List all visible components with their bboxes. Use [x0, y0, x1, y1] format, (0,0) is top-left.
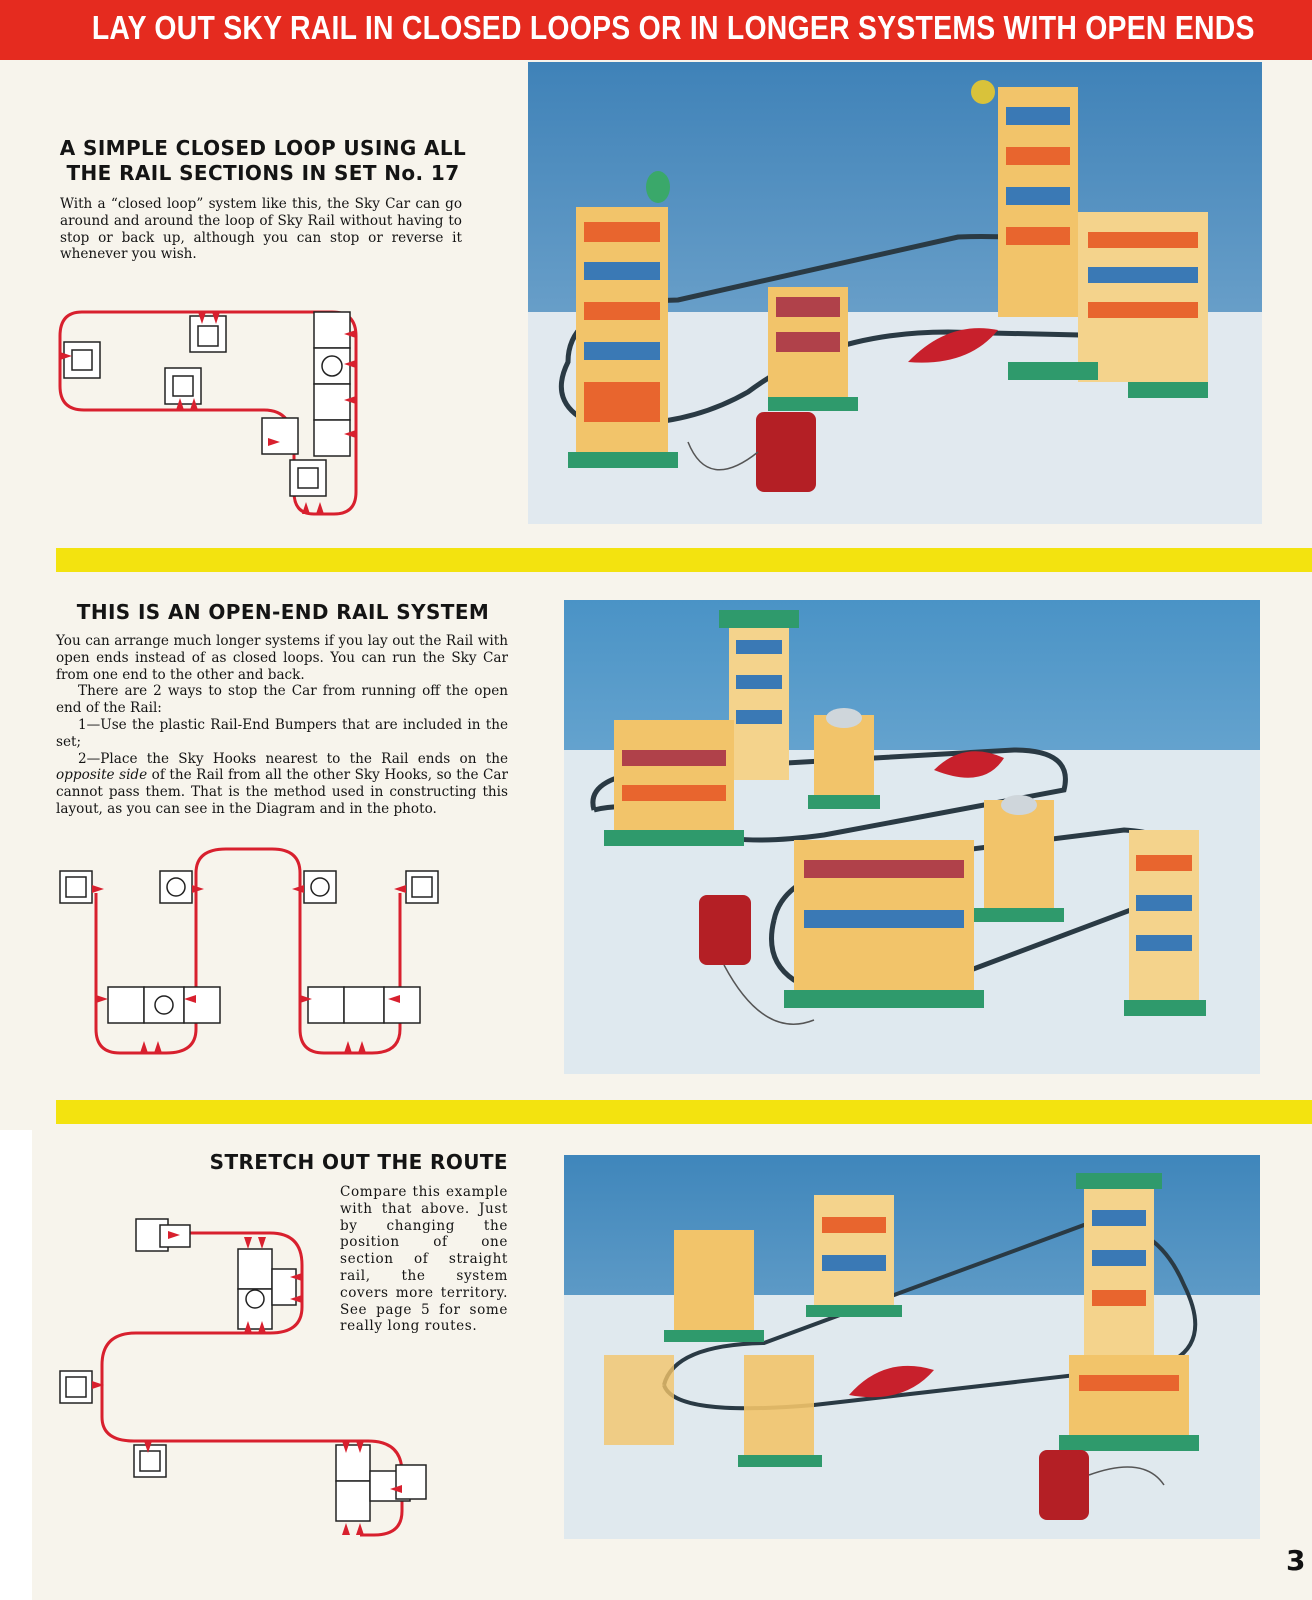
paper-edge — [0, 1130, 32, 1600]
building-icon — [768, 287, 858, 411]
banner-title: LAY OUT SKY RAIL IN CLOSED LOOPS OR IN LONGER SYSTEMS WITH OPEN ENDS — [91, 9, 1255, 46]
section2-paragraph2: There are 2 ways to stop the Car from running off the open end of the Rail: — [56, 683, 508, 717]
section2-paragraph1: You can arrange much longer systems if you lay out the Rail with open ends instead of as closed loops. You can run the Sky Car from one end to the other and back. — [56, 633, 508, 683]
open-end-photo — [564, 600, 1260, 1074]
section2-paragraph4-a: 2—Place the Sky Hooks nearest to the Rail ends on the — [78, 750, 508, 767]
section2-paragraph4-emphasis: opposite side — [56, 767, 148, 784]
power-pack-icon — [699, 895, 751, 965]
section1-body — [60, 196, 462, 263]
section1-heading-line2: THE RAIL SECTIONS IN SET No. 17 — [66, 161, 460, 185]
open-end-diagram — [56, 845, 456, 1065]
section3-heading: STRETCH OUT THE ROUTE — [209, 1150, 508, 1174]
power-pack-icon — [756, 412, 816, 492]
building-icon — [806, 1195, 902, 1317]
building-icon — [808, 708, 880, 809]
stretched-route-diagram — [56, 1215, 436, 1545]
building-icon — [1124, 830, 1206, 1016]
building-icon — [604, 720, 744, 846]
building-icon — [568, 207, 678, 468]
section2-paragraph4 — [56, 751, 508, 818]
building-icon — [314, 312, 350, 348]
page-number: 3 — [1286, 1544, 1306, 1577]
closed-loop-photo — [528, 62, 1262, 524]
closed-loop-diagram — [52, 300, 372, 525]
section3-paragraph: Compare this example with that above. Just by changing the position of one section of straight rail, the system covers more territory. See page 5 for some really long routes. — [340, 1184, 508, 1335]
section2-body — [56, 633, 508, 818]
building-icon — [974, 795, 1064, 922]
section1-heading-line1: A SIMPLE CLOSED LOOP USING ALL — [59, 136, 467, 160]
building-icon — [664, 1230, 764, 1342]
section1-paragraph: With a “closed loop” system like this, the Sky Car can go around and around the loop of Sky Rail without having to stop or back up, although you can stop or reverse it whenever you wish. — [60, 196, 462, 263]
yellow-divider-1 — [56, 548, 1312, 572]
power-pack-icon — [1039, 1450, 1089, 1520]
section2-paragraph4-b: of the Rail from all the other Sky Hooks, so the Car cannot pass them. That is the method used in constructing this layout, as you can see in the Diagram and in the photo. — [56, 767, 508, 817]
sky-hook-icon — [92, 885, 104, 893]
section1-heading — [58, 136, 468, 186]
yellow-divider-2 — [56, 1100, 1312, 1124]
top-banner — [0, 0, 1312, 60]
section2-heading: THIS IS AN OPEN-END RAIL SYSTEM — [76, 600, 490, 624]
section2-paragraph3: 1—Use the plastic Rail-End Bumpers that are included in the set; — [56, 716, 508, 750]
building-icon — [784, 840, 984, 1008]
stretched-route-photo — [564, 1155, 1260, 1539]
